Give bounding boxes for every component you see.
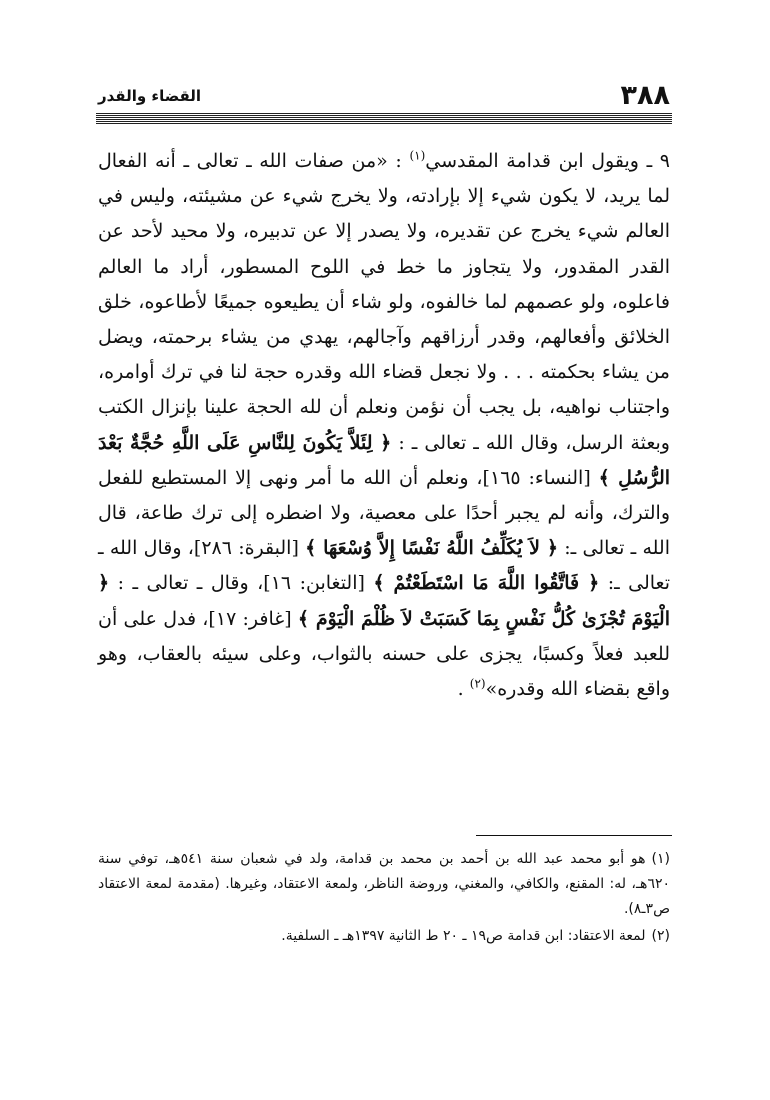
paragraph <box>98 144 670 707</box>
footnote-number: (٢) <box>651 928 670 944</box>
quran-verse-baqarah: ﴿ لاَ يُكَلِّفُ اللَّهُ نَفْسًا إِلاَّ وُسْعَهَا ﴾ <box>305 537 558 560</box>
running-title: القضاء والقدر <box>98 87 202 105</box>
quran-verse-taghabun: ﴿ فَاتَّقُوا اللَّهَ مَا اسْتَطَعْتُمْ ﴾ <box>373 572 600 595</box>
paragraph-end: . <box>457 678 470 701</box>
footnote-ref-2[interactable]: (٢) <box>469 676 486 691</box>
footnote-2 <box>98 924 670 949</box>
verse-reference-nisa: [النساء: ١٦٥]، ونعلم أن الله ما أمر ونهى إلا المستطيع للفعل والترك، وأنه لم يجبر أحدًا على معصية، ولا اضطره إلى ترك طاعة، قال الله ـ تعالى ـ: <box>98 466 670 560</box>
footnote-number: (١) <box>651 851 670 867</box>
main-paragraph <box>98 144 670 707</box>
paragraph-text: : «من صفات الله ـ تعالى ـ أنه الفعال لما يريد، لا يكون شيء إلا بإرادته، ولا يخرج شيء عن مشيئته، وليس في العالم شيء يخرج عن تقديره، ولا يصدر إلا عن تدبيره، ولا محيد لأحد عن القدر المقدور، ولا يتجاوز ما خط في اللوح المسطور، أراد ما العالم فاعلوه، ولو عصمهم لما خالفوه، ولو شاء أن يطيعوه جميعًا لأطاعوه، خلق الخلائق وأفعالهم، وقدر أرزاقهم وآجالهم، يهدي من يشاء برحمته، ويضل من يشاء بحكمته . . . ولا نجعل قضاء الله وقدره حجة لنا في ترك أوامره، واجتناب نواهيه، بل يجب أن نؤمن ونعلم أن لله الحجة علينا بإنزال الكتب وبعثة الرسل، وقال الله ـ تعالى ـ : <box>98 150 670 454</box>
quran-verse-nisa: ﴿ لِئَلاَّ يَكُونَ لِلنَّاسِ عَلَى اللَّهِ حُجَّةٌ بَعْدَ الرُّسُلِ ﴾ <box>98 431 671 489</box>
header-rule <box>96 113 672 125</box>
footnote-text: هو أبو محمد عبد الله بن أحمد بن محمد بن قدامة، ولد في شعبان سنة ٥٤١هـ، توفي سنة ٦٢٠هـ، له: المقنع، والكافي، والمغني، وروضة الناظر، ولمعة الاعتقاد، وغيرها. (مقدمة لمعة الاعتقاد ص٣ـ٨). <box>98 851 670 917</box>
footnote-ref-1[interactable]: (١) <box>409 148 426 163</box>
verse-reference-taghabun: [التغابن: ١٦]، وقال ـ تعالى ـ : <box>109 572 374 595</box>
paragraph-intro: ٩ ـ ويقول ابن قدامة المقدسي <box>425 150 670 172</box>
footnote-1 <box>98 847 670 922</box>
footnotes <box>98 847 670 951</box>
quran-verse-ghafir: ﴿ الْيَوْمَ تُجْزَىٰ كُلُّ نَفْسٍ بِمَا كَسَبَتْ لاَ ظُلْمَ الْيَوْمَ ﴾ <box>98 572 670 630</box>
verse-reference-ghafir: [غافر: ١٧]، فدل على أن للعبد فعلاً وكسبًا، يجزى على حسنه بالثواب، وعلى سيئه بالعقاب، وهو واقع بقضاء الله وقدره» <box>98 607 670 701</box>
footnote-text: لمعة الاعتقاد: ابن قدامة ص١٩ ـ ٢٠ ط الثانية ١٣٩٧هـ ـ السلفية. <box>281 928 646 944</box>
page-header <box>98 82 670 110</box>
footnote-separator <box>476 835 672 836</box>
page-number: ٣٨٨ <box>620 80 670 111</box>
verse-reference-baqarah: [البقرة: ٢٨٦]، وقال الله ـ تعالى ـ: <box>98 537 671 595</box>
